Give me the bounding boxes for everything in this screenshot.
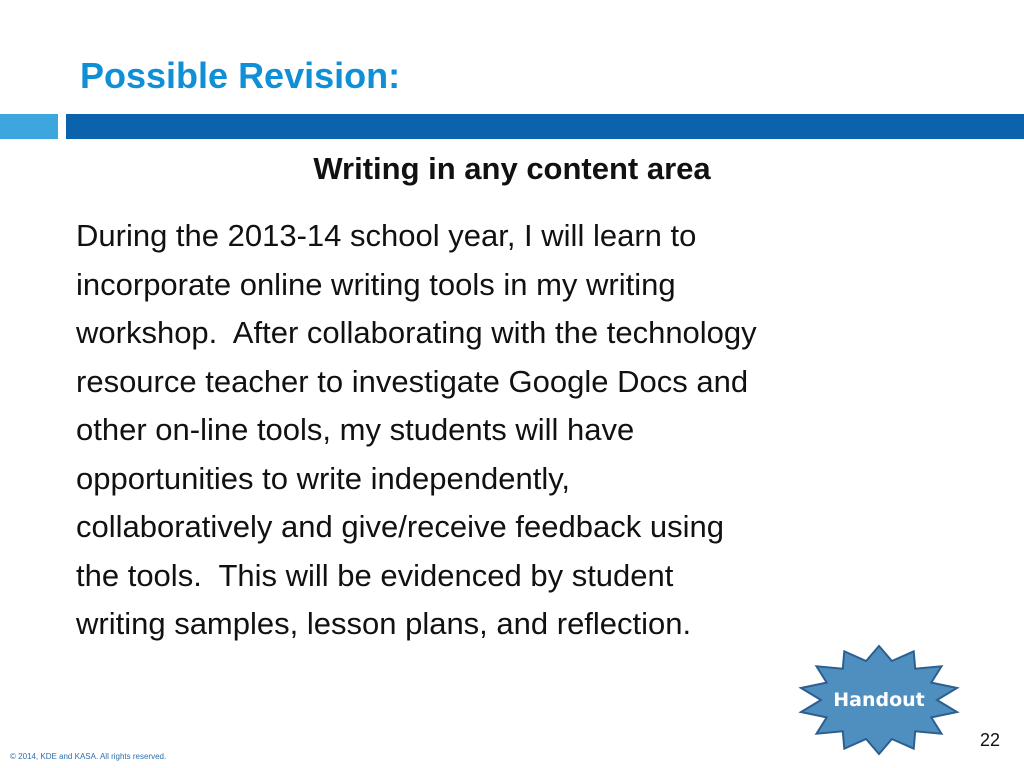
body-line: writing samples, lesson plans, and reflection. bbox=[76, 606, 692, 641]
title-rule-bar bbox=[66, 114, 1024, 139]
handout-badge bbox=[797, 644, 961, 756]
slide-title: Possible Revision: bbox=[80, 55, 401, 96]
body-line: incorporate online writing tools in my writing bbox=[76, 266, 676, 302]
body-paragraph bbox=[76, 212, 976, 649]
body-line: resource teacher to investigate Google Docs and bbox=[76, 363, 749, 399]
body-line: other on-line tools, my students will have bbox=[76, 412, 635, 447]
body-line: opportunities to write independently, bbox=[76, 460, 571, 496]
page-number: 22 bbox=[979, 730, 1000, 750]
handout-label: Handout bbox=[833, 689, 925, 711]
body-line: the tools. This will be evidenced by student bbox=[76, 557, 674, 593]
copyright-notice: © 2014, KDE and KASA. All rights reserved. bbox=[10, 752, 167, 761]
body-line: workshop. After collaborating with the technology bbox=[76, 315, 757, 350]
body-line: During the 2013-14 school year, I will learn to bbox=[76, 218, 697, 253]
slide-subheading: Writing in any content area bbox=[313, 151, 711, 186]
body-line: collaboratively and give/receive feedback using bbox=[76, 509, 724, 544]
title-rule-accent bbox=[0, 114, 58, 139]
